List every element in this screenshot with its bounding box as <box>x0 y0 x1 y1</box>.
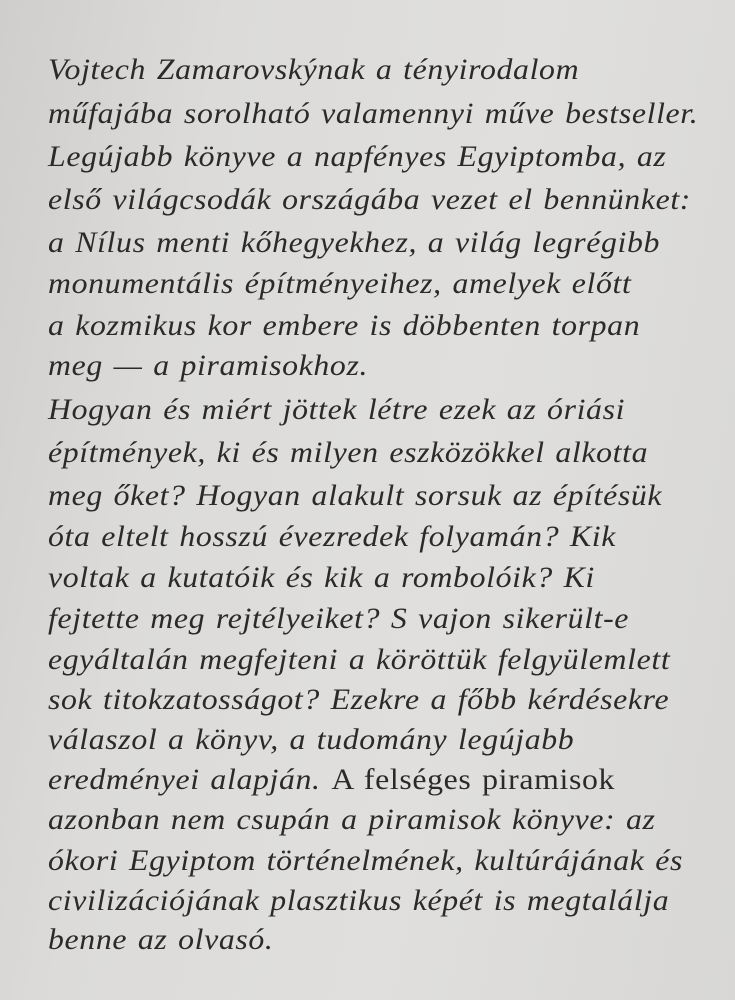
text-line: sok titokzatosságot? Ezekre a főbb kérdésekre <box>48 683 670 716</box>
text-line: Hogyan és miért jöttek létre ezek az óriási <box>48 393 626 426</box>
text-line: monumentális építményeihez, amelyek előtt <box>48 267 632 300</box>
text-line: ókori Egyiptom történelmének, kultúrájának és <box>48 844 683 877</box>
text-line: meg őket? Hogyan alakult sorsuk az építésük <box>48 479 663 512</box>
text-line: válaszol a könyv, a tudomány legújabb <box>48 723 575 756</box>
text-line: egyáltalán megfejteni a köröttük felgyülemlett <box>48 643 671 676</box>
text-line: azonban nem csupán a piramisok könyve: az <box>48 803 656 836</box>
text-line: benne az olvasó. <box>48 923 274 956</box>
text-line: építmények, ki és milyen eszközökkel alkotta <box>48 436 649 469</box>
book-title: A felséges piramisok <box>331 763 616 796</box>
text-line: a kozmikus kor embere is döbbenten torpan <box>48 309 641 342</box>
text-line: a Nílus menti kőhegyekhez, a világ legrégibb <box>48 226 661 259</box>
text-line <box>48 760 615 800</box>
text-line: meg — a piramisokhoz. <box>48 349 369 382</box>
text-line: Vojtech Zamarovskýnak a tényirodalom <box>48 53 580 86</box>
text-line: civilizációjának plasztikus képét is megtalálja <box>48 884 670 917</box>
text-line: óta eltelt hosszú évezredek folyamán? Kik <box>48 520 617 553</box>
text-line: első világcsodák országába vezet el bennünket: <box>48 183 692 216</box>
text-segment: eredményei alapján. <box>48 763 332 796</box>
text-line: fejtette meg rejtélyeiket? S vajon sikerült-e <box>48 602 630 635</box>
text-line: műfajába sorolható valamennyi műve bestseller. <box>48 97 699 130</box>
text-line: Legújabb könyve a napfényes Egyiptomba, az <box>48 140 667 173</box>
text-line: voltak a kutatóik és kik a rombolóik? Ki <box>48 561 595 594</box>
